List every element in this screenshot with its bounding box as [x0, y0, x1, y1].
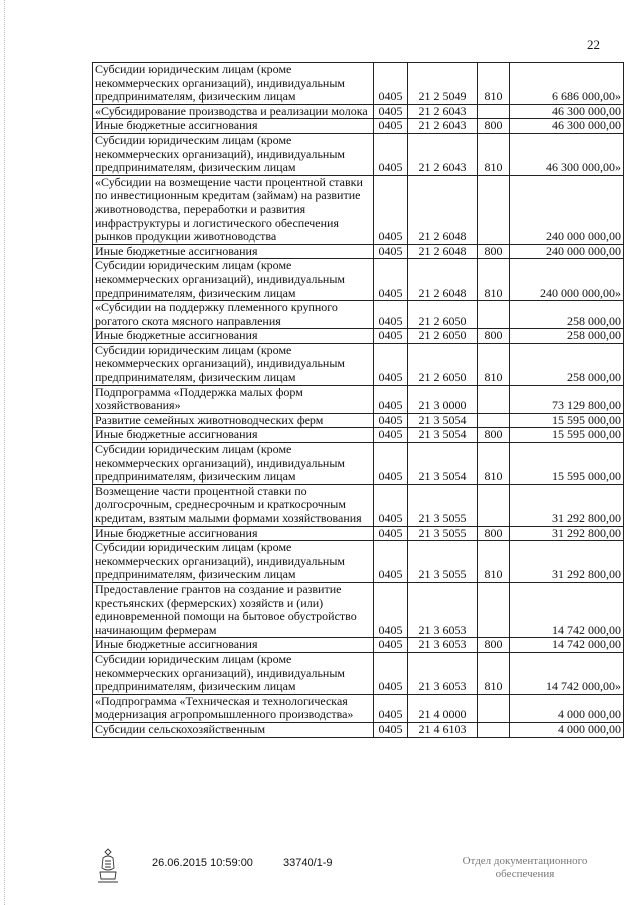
row-expense-type [478, 175, 510, 244]
row-section: 0405 [374, 175, 408, 244]
row-section: 0405 [374, 244, 408, 259]
row-name: Субсидии юридическим лицам (кроме некоммерческих организаций), индивидуальным предпринимателям, физическим лицам [93, 541, 374, 583]
row-name: Иные бюджетные ассигнования [93, 119, 374, 134]
row-article: 21 4 0000 [408, 694, 478, 722]
row-name: Предоставление грантов на создание и развитие крестьянских (фермерских) хозяйств и (или) единовременной помощи на бытовое обустройство начинающим фермерам [93, 582, 374, 637]
table-row [93, 582, 624, 637]
row-section: 0405 [374, 63, 408, 105]
row-name: Иные бюджетные ассигнования [93, 526, 374, 541]
row-name: Возмещение части процентной ставки по долгосрочным, среднесрочным и краткосрочным кредитам, взятым малыми формами хозяйствования [93, 484, 374, 526]
row-amount: 15 595 000,00 [510, 413, 624, 428]
row-article: 21 2 6050 [408, 329, 478, 344]
row-name: Субсидии юридическим лицам (кроме некоммерческих организаций), индивидуальным предпринимателям, физическим лицам [93, 443, 374, 485]
row-amount: 31 292 800,00 [510, 541, 624, 583]
row-article: 21 3 5055 [408, 484, 478, 526]
row-name: Иные бюджетные ассигнования [93, 428, 374, 443]
left-margin-line [4, 0, 6, 905]
row-expense-type: 800 [478, 526, 510, 541]
row-amount: 6 686 000,00» [510, 63, 624, 105]
budget-table [92, 62, 624, 738]
row-name: «Субсидирование производства и реализации молока [93, 104, 374, 119]
row-name: Субсидии юридическим лицам (кроме некоммерческих организаций), индивидуальным предпринимателям, физическим лицам [93, 63, 374, 105]
row-article: 21 3 6053 [408, 582, 478, 637]
table-row [93, 329, 624, 344]
row-section: 0405 [374, 343, 408, 385]
table-row [93, 652, 624, 694]
row-article: 21 2 6043 [408, 104, 478, 119]
row-amount: 46 300 000,00 [510, 104, 624, 119]
row-expense-type [478, 582, 510, 637]
table-row [93, 541, 624, 583]
table-row [93, 301, 624, 329]
row-expense-type: 800 [478, 638, 510, 653]
row-section: 0405 [374, 104, 408, 119]
row-name: «Субсидии на поддержку племенного крупного рогатого скота мясного направления [93, 301, 374, 329]
row-name: Субсидии юридическим лицам (кроме некоммерческих организаций), индивидуальным предпринимателям, физическим лицам [93, 652, 374, 694]
budget-table-body [93, 63, 624, 738]
row-article: 21 4 6103 [408, 722, 478, 737]
row-expense-type [478, 413, 510, 428]
row-section: 0405 [374, 652, 408, 694]
row-section: 0405 [374, 541, 408, 583]
row-expense-type: 800 [478, 329, 510, 344]
row-article: 21 2 6043 [408, 119, 478, 134]
row-expense-type: 810 [478, 343, 510, 385]
row-expense-type [478, 385, 510, 413]
row-name: Развитие семейных животноводческих ферм [93, 413, 374, 428]
row-section: 0405 [374, 484, 408, 526]
row-section: 0405 [374, 329, 408, 344]
row-section: 0405 [374, 301, 408, 329]
table-row [93, 259, 624, 301]
row-name: «Подпрограмма «Техническая и технологическая модернизация агропромышленного производства» [93, 694, 374, 722]
row-article: 21 2 6050 [408, 301, 478, 329]
row-expense-type: 800 [478, 119, 510, 134]
row-amount: 258 000,00 [510, 301, 624, 329]
row-expense-type [478, 694, 510, 722]
row-article: 21 3 5055 [408, 526, 478, 541]
row-article: 21 2 6043 [408, 133, 478, 175]
row-expense-type: 800 [478, 428, 510, 443]
row-amount: 258 000,00 [510, 329, 624, 344]
row-name: Субсидии сельскохозяйственным [93, 722, 374, 737]
row-expense-type [478, 722, 510, 737]
row-article: 21 2 5049 [408, 63, 478, 105]
row-name: «Субсидии на возмещение части процентной ставки по инвестиционным кредитам (займам) на развитие животноводства, переработки и развития инфраструктуры и логистического обеспечения рынков продукции животноводства [93, 175, 374, 244]
footer-department [450, 855, 600, 881]
row-amount: 31 292 800,00 [510, 484, 624, 526]
row-section: 0405 [374, 133, 408, 175]
row-amount: 46 300 000,00 [510, 119, 624, 134]
row-amount: 4 000 000,00 [510, 722, 624, 737]
row-section: 0405 [374, 694, 408, 722]
row-amount: 31 292 800,00 [510, 526, 624, 541]
row-amount: 240 000 000,00 [510, 244, 624, 259]
row-article: 21 3 6053 [408, 638, 478, 653]
table-row [93, 722, 624, 737]
row-section: 0405 [374, 582, 408, 637]
row-article: 21 2 6048 [408, 259, 478, 301]
footer-department-line1: Отдел документационного [462, 855, 588, 867]
row-amount: 14 742 000,00 [510, 638, 624, 653]
row-section: 0405 [374, 428, 408, 443]
row-section: 0405 [374, 722, 408, 737]
table-row [93, 638, 624, 653]
row-expense-type: 810 [478, 133, 510, 175]
table-row [93, 244, 624, 259]
table-row [93, 526, 624, 541]
row-amount: 240 000 000,00 [510, 175, 624, 244]
row-amount: 14 742 000,00 [510, 582, 624, 637]
page-number: 22 [587, 37, 600, 52]
row-amount: 46 300 000,00» [510, 133, 624, 175]
row-amount: 4 000 000,00 [510, 694, 624, 722]
row-article: 21 3 5054 [408, 443, 478, 485]
table-row [93, 428, 624, 443]
table-row [93, 343, 624, 385]
row-name: Субсидии юридическим лицам (кроме некоммерческих организаций), индивидуальным предпринимателям, физическим лицам [93, 343, 374, 385]
row-name: Иные бюджетные ассигнования [93, 244, 374, 259]
row-amount: 14 742 000,00» [510, 652, 624, 694]
footer-department-line2: обеспечения [495, 868, 555, 880]
row-expense-type: 810 [478, 259, 510, 301]
table-row [93, 385, 624, 413]
table-row [93, 484, 624, 526]
row-section: 0405 [374, 638, 408, 653]
footer-doc-code: 33740/1-9 [283, 857, 333, 869]
row-expense-type [478, 301, 510, 329]
table-row [93, 175, 624, 244]
row-expense-type: 800 [478, 244, 510, 259]
table-row [93, 443, 624, 485]
row-expense-type: 810 [478, 63, 510, 105]
row-amount: 240 000 000,00» [510, 259, 624, 301]
row-section: 0405 [374, 526, 408, 541]
row-name: Подпрограмма «Поддержка малых форм хозяйствования» [93, 385, 374, 413]
table-row [93, 119, 624, 134]
footer-datetime: 26.06.2015 10:59:00 [152, 857, 253, 869]
table-row [93, 133, 624, 175]
table-row [93, 63, 624, 105]
row-article: 21 2 6050 [408, 343, 478, 385]
table-row [93, 104, 624, 119]
row-expense-type [478, 104, 510, 119]
row-name: Субсидии юридическим лицам (кроме некоммерческих организаций), индивидуальным предпринимателям, физическим лицам [93, 133, 374, 175]
row-article: 21 3 0000 [408, 385, 478, 413]
row-article: 21 3 5054 [408, 428, 478, 443]
row-article: 21 2 6048 [408, 244, 478, 259]
row-article: 21 3 6053 [408, 652, 478, 694]
row-expense-type: 810 [478, 443, 510, 485]
row-amount: 73 129 800,00 [510, 385, 624, 413]
row-amount: 15 595 000,00 [510, 443, 624, 485]
row-section: 0405 [374, 385, 408, 413]
row-section: 0405 [374, 119, 408, 134]
row-expense-type: 810 [478, 541, 510, 583]
table-row [93, 694, 624, 722]
row-name: Субсидии юридическим лицам (кроме некоммерческих организаций), индивидуальным предпринимателям, физическим лицам [93, 259, 374, 301]
row-name: Иные бюджетные ассигнования [93, 329, 374, 344]
row-expense-type: 810 [478, 652, 510, 694]
row-article: 21 2 6048 [408, 175, 478, 244]
row-amount: 258 000,00 [510, 343, 624, 385]
row-article: 21 3 5055 [408, 541, 478, 583]
table-row [93, 413, 624, 428]
row-section: 0405 [374, 443, 408, 485]
row-expense-type [478, 484, 510, 526]
emblem-icon [95, 846, 121, 886]
row-article: 21 3 5054 [408, 413, 478, 428]
row-name: Иные бюджетные ассигнования [93, 638, 374, 653]
row-amount: 15 595 000,00 [510, 428, 624, 443]
row-section: 0405 [374, 259, 408, 301]
row-section: 0405 [374, 413, 408, 428]
